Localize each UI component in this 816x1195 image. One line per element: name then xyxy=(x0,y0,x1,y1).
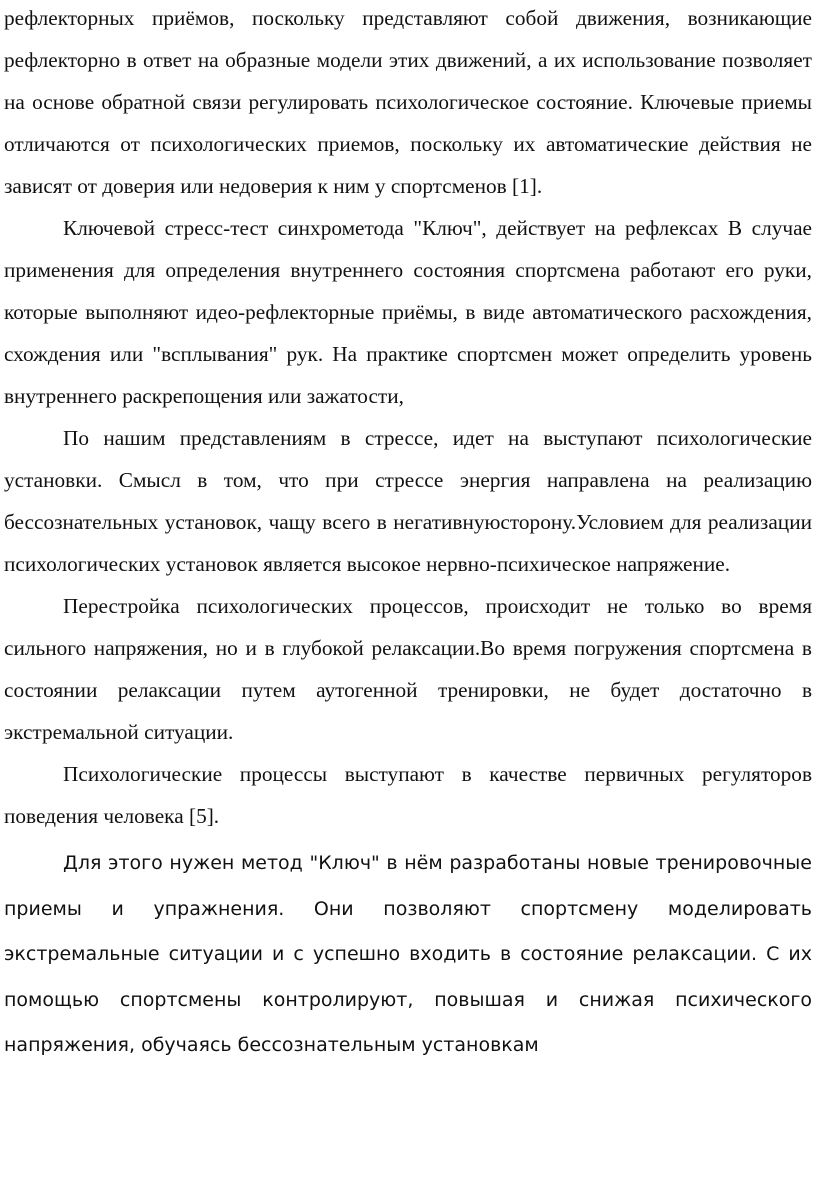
paragraph-restructuring-processes: Перестройка психологических процессов, происходит не только во время сильного напряжения, но и в глубокой релаксации.Во время погружения спортсмена в состоянии релаксации путем аутогенной тренировки, не будет достаточно в экстремальной ситуации. xyxy=(4,594,812,744)
paragraph-key-stress-test: Ключевой стресс-тест синхрометода "Ключ", действует на рефлексах В случае применения для определения внутреннего состояния спортсмена работают его руки, которые выполняют идео-рефлекторные приёмы, в виде автоматического расхождения, схождения или "всплывания" рук. На практике спортсмен может определить уровень внутреннего раскрепощения или зажатости, xyxy=(4,216,812,408)
paragraph-reflex-techniques: рефлекторных приёмов, поскольку представляют собой движения, возникающие рефлекторно в ответ на образные модели этих движений, а их использование позволяет на основе обратной связи регулировать психологическое состояние. Ключевые приемы отличаются от психологических приемов, поскольку их автоматические действия не зависят от доверия или недоверия к ним у спортсменов [1]. xyxy=(4,6,812,198)
paragraph-primary-regulators: Психологические процессы выступают в качестве первичных регуляторов поведения человека [5]. xyxy=(4,762,812,828)
paragraph-key-method: Для этого нужен метод "Ключ" в нём разработаны новые тренировочные приемы и упражнения. Они позволяют спортсмену моделировать экстремальные ситуации и с успешно входить в состояние релаксации. С их помощью спортсмены контролируют, повышая и снижая психического напряжения, обучаясь бессознательным установкам xyxy=(4,852,812,1056)
document-page xyxy=(4,0,812,1069)
paragraph-psychological-attitudes: По нашим представлениям в стрессе, идет на выступают психологические установки. Смысл в том, что при стрессе энергия направлена на реализацию бессознательных установок, чащу всего в негативнуюсторону.Условием для реализации психологических установок является высокое нервно-психическое напряжение. xyxy=(4,426,812,576)
